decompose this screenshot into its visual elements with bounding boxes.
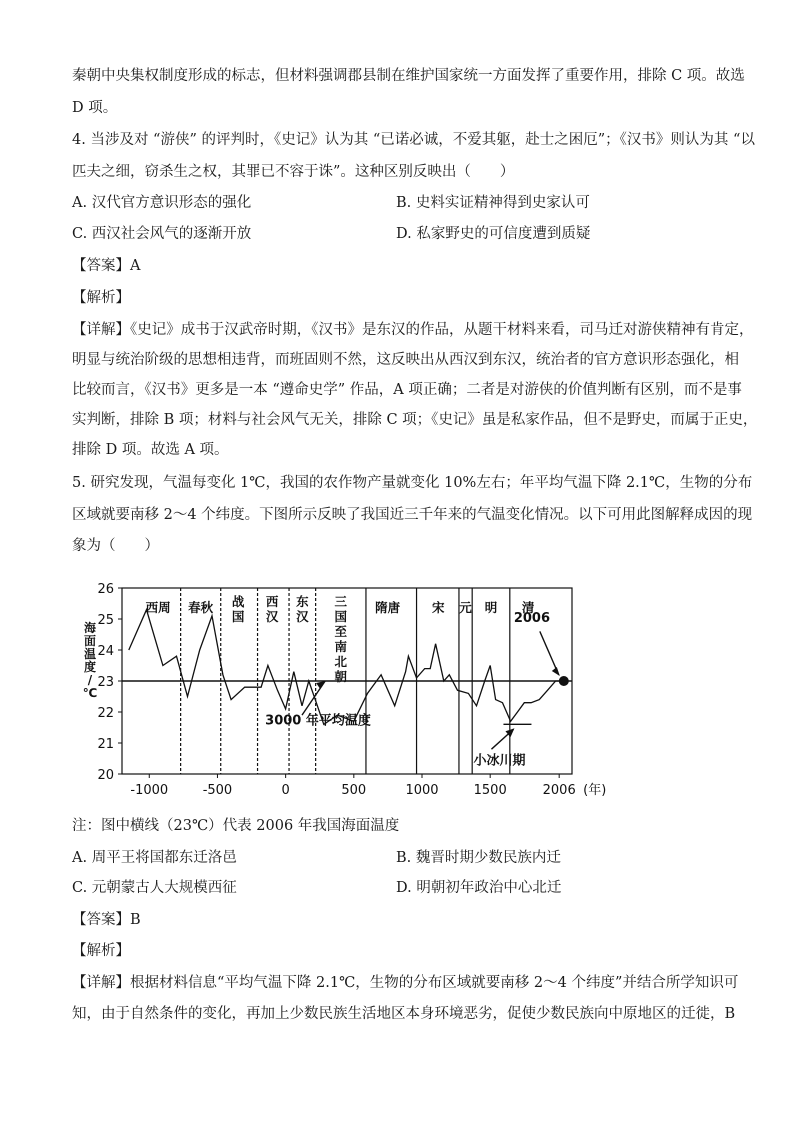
q5-detail-line: 【详解】根据材料信息“平均气温下降 2.1℃，生物的分布区域就要南移 2～4 个纬度”并结合所学知识可 bbox=[72, 975, 739, 991]
q4-option-b: B. 史料实证精神得到史家认可 bbox=[396, 195, 590, 211]
question-4-stem: 4. 当涉及对 “游侠” 的评判时，《史记》认为其 “已诺必诚，不爱其躯，赴士之困厄”；《汉书》则认为其 “以 bbox=[72, 132, 755, 148]
q4-detail-line: 【详解】《史记》成书于汉武帝时期，《汉书》是东汉的作品，从题干材料来看，司马迁对游侠精神有肯定， bbox=[72, 322, 754, 338]
dynasty-label: 宋 bbox=[432, 600, 445, 615]
q5-answer: 【答案】B bbox=[72, 912, 141, 928]
reference-arrowhead bbox=[316, 681, 325, 689]
q5-option-a: A. 周平王将国都东迁洛邑 bbox=[72, 850, 237, 866]
y-tick-label: 20 bbox=[97, 768, 114, 783]
reference-label: 3000 年平均温度 bbox=[265, 713, 371, 729]
x-tick-label: 1500 bbox=[473, 783, 507, 798]
question-5-stem: 象为（ ） bbox=[72, 538, 159, 554]
dynasty-label: 三国至南北朝 bbox=[334, 594, 348, 684]
point-2006-marker bbox=[559, 676, 569, 686]
q5-option-c: C. 元朝蒙古人大规模西征 bbox=[72, 880, 237, 896]
y-tick-label: 23 bbox=[97, 675, 114, 690]
q5-analysis-heading: 【解析】 bbox=[72, 943, 130, 959]
q4-option-a: A. 汉代官方意识形态的强化 bbox=[72, 195, 252, 211]
q5-option-b: B. 魏晋时期少数民族内迁 bbox=[396, 850, 561, 866]
x-tick-label: -500 bbox=[202, 783, 233, 798]
x-tick-label: 500 bbox=[341, 783, 367, 798]
x-tick-label: 2006 bbox=[542, 783, 576, 798]
paragraph-line: D 项。 bbox=[72, 100, 118, 116]
temperature-chart bbox=[72, 572, 612, 802]
q5-detail-line: 知，由于自然条件的变化，再加上少数民族生活地区本身环境恶劣，促使少数民族向中原地区的迁徙，B bbox=[72, 1006, 736, 1022]
dynasty-label: 战国 bbox=[231, 594, 245, 624]
temperature-series bbox=[129, 610, 569, 725]
q4-detail-line: 实判断，排除 B 项；材料与社会风气无关，排除 C 项；《史记》虽是私家作品，但不是野史，而属于正史， bbox=[72, 412, 758, 428]
dynasty-label: 明 bbox=[484, 600, 498, 615]
x-tick-label: 0 bbox=[281, 783, 290, 798]
q4-detail-line: 比较而言，《汉书》更多是一本 “遵命史学” 作品，A 项正确；二者是对游侠的价值判断有区别，而不是事 bbox=[72, 382, 742, 398]
question-4-stem: 匹夫之细，窃杀生之权，其罪已不容于诛”。这种区别反映出（ ） bbox=[72, 164, 515, 180]
q4-option-c: C. 西汉社会风气的逐渐开放 bbox=[72, 226, 252, 242]
dynasty-label: 清 bbox=[521, 600, 535, 615]
dynasty-label: 西周 bbox=[145, 600, 171, 615]
y-tick-label: 21 bbox=[97, 737, 114, 752]
dynasty-label: 隋唐 bbox=[375, 600, 401, 615]
point-2006-label: 2006 bbox=[513, 611, 551, 627]
x-axis-unit: (年) bbox=[583, 783, 607, 798]
q4-detail-line: 明显与统治阶级的思想相违背，而班固则不然，这反映出从西汉到东汉，统治者的官方意识形态强化，相 bbox=[72, 352, 739, 368]
chart-annotations bbox=[265, 611, 560, 769]
dynasty-label: 春秋 bbox=[188, 600, 214, 615]
dynasty-label: 西汉 bbox=[265, 594, 279, 624]
point-2006-arrowhead bbox=[552, 667, 560, 676]
y-axis-label: 海面温度/ ℃ bbox=[82, 621, 98, 700]
y-tick-label: 22 bbox=[97, 706, 114, 721]
question-5-stem: 5. 研究发现，气温每变化 1℃，我国的农作物产量就变化 10%左右；年平均气温下降 2.1℃，生物的分布 bbox=[72, 475, 753, 491]
paragraph-line: 秦朝中央集权制度形成的标志，但材料强调郡县制在维护国家统一方面发挥了重要作用，排除 C 项。故选 bbox=[72, 68, 745, 84]
y-tick-label: 26 bbox=[97, 582, 114, 597]
question-5-stem: 区域就要南移 2～4 个纬度。下图所示反映了我国近三千年来的气温变化情况。以下可用此图解释成因的现 bbox=[72, 507, 753, 523]
x-tick-label: 1000 bbox=[405, 783, 439, 798]
y-tick-label: 24 bbox=[97, 644, 114, 659]
ice-age-label: 小冰川期 bbox=[473, 753, 526, 769]
q4-analysis-heading: 【解析】 bbox=[72, 290, 130, 306]
q5-option-d: D. 明朝初年政治中心北迁 bbox=[396, 880, 562, 896]
x-tick-label: -1000 bbox=[130, 783, 169, 798]
q4-detail-line: 排除 D 项。故选 A 项。 bbox=[72, 442, 229, 458]
dynasty-label: 元 bbox=[459, 600, 472, 615]
q4-option-d: D. 私家野史的可信度遭到质疑 bbox=[396, 226, 591, 242]
dynasty-label: 东汉 bbox=[296, 594, 309, 624]
q4-answer: 【答案】A bbox=[72, 258, 141, 274]
y-tick-label: 25 bbox=[97, 613, 114, 628]
chart-note: 注：图中横线（23℃）代表 2006 年我国海面温度 bbox=[72, 818, 400, 834]
